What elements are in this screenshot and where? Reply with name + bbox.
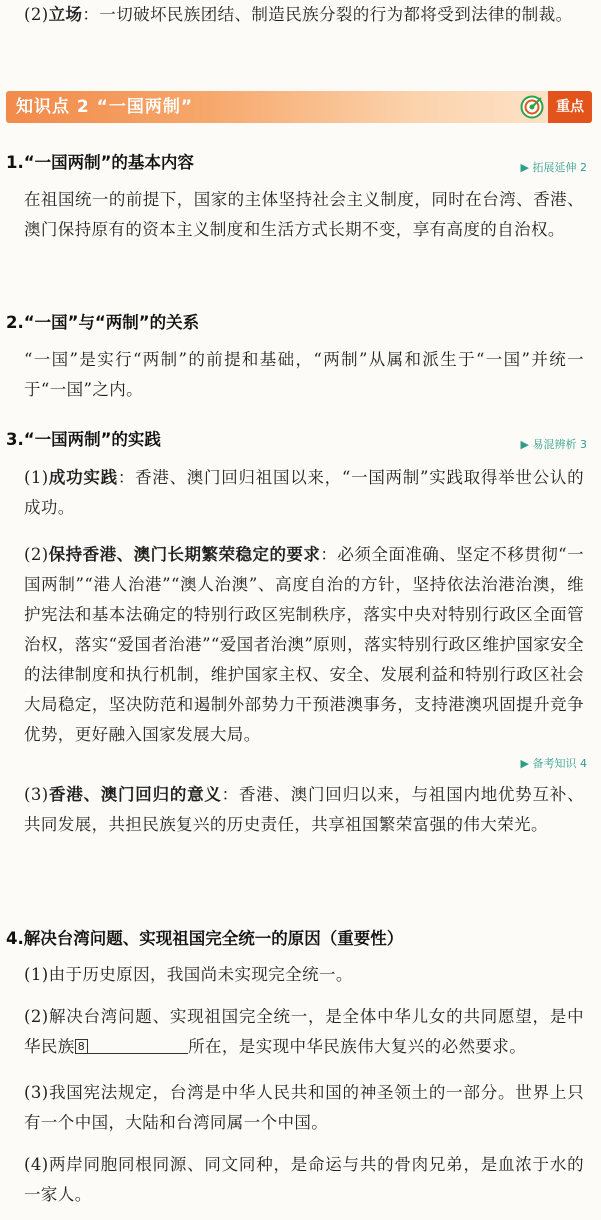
section-3-heading: 3.“一国两制”的实践 [6,430,161,449]
stance-label: 立场 [48,5,83,24]
knowledge-point-banner [6,91,592,123]
section-2-text: “一国”是实行“两制”的前提和基础，“两制”从属和派生于“一国”并统一于“一国”之内。 [24,350,584,399]
stance-paragraph: (2)立场：一切破坏民族团结、制造民族分裂的行为都将受到法律的制裁。 [24,5,573,24]
section-1-text: 在祖国统一的前提下，国家的主体坚持社会主义制度，同时在台湾、香港、澳门保持原有的资本主义制度和生活方式长期不变，享有高度的自治权。 [24,190,584,239]
section-4-item-4: (4)两岸同胞同根同源、同文同种，是命运与共的骨肉兄弟，是血浓于水的一家人。 [24,1155,584,1204]
exam-link-4[interactable]: ▶ 备考知识 4 [520,757,587,770]
extend-link-2[interactable]: ▶ 拓展延伸 2 [520,161,587,174]
section-2-heading: 2.“一国”与“两制”的关系 [6,313,200,332]
section-3-item-2: (2)保持香港、澳门长期繁荣稳定的要求：必须全面准确、坚定不移贯彻“一国两制”“港人治港”“澳人治澳”、高度自治的方针，坚持依法治港治澳，维护宪法和基本法确定的特别行政区宪制秩序，落实中央对特别行政区全面管治权，落实“爱国者治港”“爱国者治澳”原则，落实特别行政区维护国家安全的法律制度和执行机制，维护国家主权、安全、发展利益和特别行政区社会大局稳定，坚决防范和遏制外部势力干预港澳事务，支持港澳巩固提升竞争优势，更好融入国家发展大局。 [24,545,584,744]
confusion-link-3[interactable]: ▶ 易混辨析 3 [520,438,587,451]
section-3-item-1: (1)成功实践：香港、澳门回归祖国以来，“一国两制”实践取得举世公认的成功。 [24,468,584,517]
blank-number: 8 [75,1039,88,1054]
target-icon [520,95,544,119]
section-4-item-1: (1)由于历史原因，我国尚未实现完全统一。 [24,965,353,984]
section-4-item-2: (2)解决台湾问题、实现祖国完全统一，是全体中华儿女的共同愿望，是中华民族 8 所在，是实现中华民族伟大复兴的必然要求。 [24,1007,584,1056]
section-4-item-3: (3)我国宪法规定，台湾是中华人民共和国的神圣领土的一部分。世界上只有一个中国，大陆和台湾同属一个中国。 [24,1083,584,1132]
banner-title: 知识点 2 “一国两制” [16,97,194,117]
key-point-badge: 重点 [548,91,592,123]
section-3-item-3: (3)香港、澳门回归的意义：香港、澳门回归以来，与祖国内地优势互补、共同发展，共担民族复兴的历史责任，共享祖国繁荣富强的伟大荣光。 [24,785,585,834]
fill-blank[interactable] [88,1035,188,1054]
section-1-heading: 1.“一国两制”的基本内容 [6,153,194,172]
section-4-heading: 4.解决台湾问题、实现祖国完全统一的原因（重要性） [6,929,404,948]
